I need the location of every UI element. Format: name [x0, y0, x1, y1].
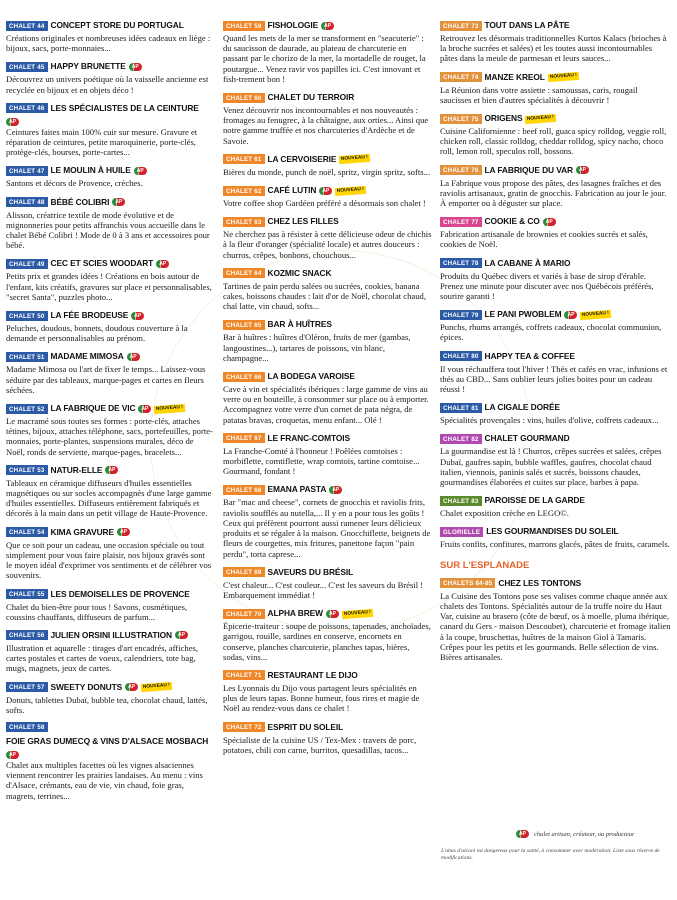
entry-head	[6, 464, 213, 477]
ap-logo-icon: AP	[326, 610, 339, 618]
entry-head	[6, 196, 213, 209]
chalet-title: BAR À HUÎTRES	[267, 319, 332, 330]
chalet-description: Les Lyonnais du Dijo vous partagent leurs spécialités en plus de leurs tapas. Bonne humeur, fous rires et magie de Noël au rendez-vous dans ce chalet !	[223, 682, 420, 714]
ap-logo-icon: AP	[112, 198, 125, 206]
chalet-title: NATUR-ELLE	[50, 464, 103, 475]
chalet-entry	[6, 196, 213, 251]
chalet-badge: CHALET 72	[223, 722, 265, 732]
chalet-description: Cave à vin et spécialités ibériques : large gamme de vins au verre ou en bouteille, à consommer sur place ou à emporter. Accompagnez votre verre d'un cornet de pata négra, de patatas bravas, croquetas, menu enfant... Olé !	[223, 384, 429, 425]
chalet-title: LA FABRIQUE DU VAR	[484, 164, 573, 175]
chalet-description: Bar à huîtres : huîtres d'Oléron, fruits de mer (gambas, langoustines...), tartares de poissons, vin blanc, champagne...	[223, 332, 411, 363]
chalet-description: Peluches, doudous, bonnets, doudous couverture à la demande et personnalisables au prénom.	[6, 323, 188, 344]
nouveau-tag: NOUVEAU !	[154, 403, 185, 413]
chalet-entry	[6, 350, 213, 395]
chalet-badge: CHALET 82	[440, 434, 482, 444]
chalet-entry	[6, 526, 213, 581]
chalet-title: MADAME MIMOSA	[50, 351, 124, 362]
chalet-description: Produits du Québec divers et variés à base de sirop d'érable. Prenez une minute pour discuter avec nos Québécois préférés, sourire garanti !	[440, 270, 654, 302]
chalet-description: Découvrez un univers poétique où la vaisselle ancienne est recyclée en bijoux et en objets déco !	[6, 74, 209, 95]
entry-head	[6, 60, 213, 73]
chalet-badge: CHALET 80	[440, 351, 482, 361]
entry-head	[223, 184, 432, 197]
entry-head	[440, 19, 671, 32]
chalet-entry	[223, 370, 432, 425]
chalet-description: Ne cherchez pas à résister à cette délicieuse odeur de chichis à la fleur d'oranger (spécialité locale) et autres douceurs : churros, crêpes, bonbons, chouchous...	[223, 229, 432, 260]
chalet-entry	[6, 60, 213, 94]
chalet-entry	[223, 91, 432, 146]
chalet-entry	[440, 350, 671, 395]
chalet-entry	[223, 19, 432, 84]
chalet-entry	[223, 184, 432, 208]
chalet-badge: CHALET 65	[223, 320, 265, 330]
entry-head	[6, 402, 213, 415]
chalet-badge: CHALET 77	[440, 217, 482, 227]
entry-head	[440, 308, 671, 321]
chalet-entry	[6, 19, 213, 53]
entry-head	[223, 19, 432, 32]
entry-head	[223, 91, 432, 104]
chalet-badge: CHALET 78	[440, 258, 482, 268]
ap-logo-icon: AP	[134, 167, 147, 175]
entry-head	[6, 588, 213, 601]
column-3	[440, 19, 671, 669]
entry-head	[440, 215, 671, 228]
chalet-entry	[440, 215, 671, 249]
chalet-entry	[223, 432, 432, 477]
chalet-entry	[440, 71, 671, 105]
chalet-description: Petits prix et grandes idées ! Créations en bois autour de l'enfant, kits créatifs, gravures sur place et personnalisables, "secret Santa", puzzles photo...	[6, 271, 212, 302]
nouveau-tag: NOUVEAU !	[141, 682, 172, 692]
chalet-entry	[440, 164, 671, 209]
chalet-entry	[223, 607, 432, 662]
chalet-badge: CHALET 69	[223, 567, 265, 577]
chalet-description: C'est chaleur... C'est couleur... C'est les saveurs du Brésil ! Embarquement immédiat !	[223, 579, 424, 600]
chalet-entry	[440, 494, 671, 518]
entry-head	[6, 629, 213, 642]
entry-head	[6, 526, 213, 539]
chalet-badge: CHALET 47	[6, 166, 48, 176]
chalet-entry	[6, 464, 213, 519]
entry-head	[223, 432, 432, 445]
chalet-description: Spécialiste de la cuisine US / Tex-Mex : travers de porc, potatoes, chili con carne, burritos, quesadillas, tacos...	[223, 734, 417, 755]
chalet-description: Créations originales et nombreuses idées cadeaux en liège : bijoux, sacs, porte-monnaies...	[6, 33, 211, 54]
chalet-badge: CHALET 83	[440, 496, 482, 506]
chalet-description: Il vous réchauffera tout l'hiver ! Thés et cafés en vrac, infusions et thés au CBD... Sans oublier leurs jolies boites pour un cadeau réussi !	[440, 363, 668, 395]
esplanade-entry	[440, 577, 671, 662]
ap-logo-icon: AP	[576, 166, 589, 174]
ap-logo-icon: AP	[543, 218, 556, 226]
chalet-badge: CHALET 75	[440, 114, 482, 124]
chalet-badge: CHALET 61	[223, 154, 265, 164]
chalet-title: LA CIGALE DORÉE	[484, 402, 560, 413]
nouveau-tag: NOUVEAU !	[335, 185, 366, 195]
chalet-title: MANZE KREOL	[484, 71, 545, 82]
chalet-entry	[223, 669, 432, 714]
chalet-description: Chalet du bien-être pour tous ! Savons, cosmétiques, coussins chauffants, diffuseurs de parfum...	[6, 601, 188, 622]
chalet-title: COOKIE & CO	[484, 216, 540, 227]
chalet-entry	[223, 721, 432, 755]
chalet-entry	[223, 153, 432, 177]
chalet-description: Madame Mimosa ou l'art de fixer le temps... Laissez-vous séduire par des tableaux, marque-pages et cartes en fleurs séchées.	[6, 364, 206, 395]
chalet-badge: CHALET 56	[6, 630, 48, 640]
chalet-description: Bar "mac and cheese", cornets de gnocchis et raviolis frits, raviolis soufflés au nutella,... Il y en a pour tous les goûts ! Ceux qui préfèrent pourront aussi ramener leurs délicieux produits et se régaler à la maison. Gnocchiflette, beignets de fleurs de courgettes, mix fritures, panettone façon "pain perdu", torta caprese...	[223, 497, 431, 559]
chalet-entry	[440, 525, 671, 549]
chalet-description: Quand les mets de la mer se transforment en "seacuterie" : du saucisson de daurade, au plateau de charcuterie en passant par le chorizo de la mer, la mortadelle de rouget, la poutargue... Venez ravir vos papilles ici. C'est innovant et fish-trement bon !	[223, 33, 426, 84]
column-3-list	[440, 19, 671, 550]
chalet-title: CONCEPT STORE DU PORTUGAL	[50, 20, 184, 30]
chalet-description: Le macramé sous toutes ses formes : porte-clés, attaches tétines, bijoux, attaches téléphone, sacs, portefeuilles, porte-monnaies, porte-plantes, suspensions murales, déco de Noël, ronds de serviette, marque-pages, bracelets...	[6, 416, 213, 457]
ap-logo-icon: AP	[127, 353, 140, 361]
chalet-title: KIMA GRAVURE	[50, 526, 114, 537]
chalet-description: La Réunion dans votre assiette : samoussas, caris, rougail saucisses et bien d'autres spécialités à découvrir !	[440, 84, 638, 105]
chalet-title: LA CERVOISERIE	[267, 153, 337, 164]
ap-logo-icon: AP	[321, 22, 334, 30]
chalet-description: Donuts, tablettes Dubaï, bubble tea, chocolat chaud, lattés, softs.	[6, 694, 208, 715]
chalet-description: Tartines de pain perdu salées ou sucrées, cookies, banana cakes, boissons chaudes : lait d'or de Noël, chocolat chaud, chaï latte, vin chaud, softs...	[223, 280, 426, 312]
chalet-description: Chalet aux multiples facettes où les vignes alsaciennes viennent rencontrer les prairies landaises. Au menu : vins d'Alsace, crémants, eau de vie, vin chaud, foie gras, magrets, terrines...	[6, 759, 203, 801]
entry-head	[440, 164, 671, 177]
chalet-badge: CHALET 52	[6, 404, 48, 414]
chalet-title: HAPPY TEA & COFFEE	[484, 350, 575, 361]
chalet-description: La Franche-Comté à l'honneur ! Poêlées comtoises : morbiflette, comtiflette, wrap comtois, tartine comtoise... Gourmand, fondant !	[223, 445, 420, 477]
chalet-title: CHEZ LES TONTONS	[498, 577, 582, 588]
entry-head	[223, 215, 432, 228]
chalet-title: FOIE GRAS DUMECQ & VINS D'ALSACE MOSBACH	[6, 735, 209, 746]
chalet-description: Fruits confits, confitures, marrons glacés, pâtes de fruits, caramels.	[440, 539, 670, 550]
esplanade-heading: SUR L'ESPLANADE	[440, 559, 530, 571]
entry-head	[6, 19, 213, 32]
chalet-badge: CHALET 81	[440, 403, 482, 413]
chalet-badge: CHALET 44	[6, 21, 48, 31]
chalet-badge: CHALET 54	[6, 527, 48, 537]
chalet-title: LES SPÉCIALISTES DE LA CEINTURE	[50, 102, 199, 113]
chalet-description: Punchs, rhums arrangés, coffrets cadeaux, chocolat communion, épices.	[440, 322, 662, 343]
entry-head	[440, 432, 671, 445]
chalet-entry	[6, 164, 213, 188]
entry-head	[223, 607, 432, 620]
chalet-badge: GLORIELLE	[440, 527, 483, 537]
entry-head	[223, 721, 432, 734]
ap-logo-icon: AP	[564, 311, 577, 319]
chalet-entry	[6, 402, 213, 457]
legend	[516, 830, 635, 838]
chalet-badge: CHALET 58	[6, 722, 48, 732]
chalet-description: Cuisine Californienne : beef roll, guaca spicy rolldog, veggie roll, chicken roll, classic rolldog, cheddar rolldog, spicy nacho, choco roll, lemon roll, speculos roll, bossons.	[440, 126, 667, 157]
ap-logo-icon: AP	[105, 466, 118, 474]
entry-head	[440, 577, 671, 590]
chalet-badge: CHALET 74	[440, 72, 482, 82]
entry-head	[223, 267, 432, 280]
chalet-entry	[6, 681, 213, 715]
chalet-badge: CHALET 68	[223, 485, 265, 495]
entry-head	[223, 153, 432, 166]
entry-head	[6, 722, 213, 759]
entry-head	[223, 566, 432, 579]
footnote: L'abus d'alcool est dangereux pour la santé, à consommer avec modération. Liste sous réserve de modifications.	[441, 848, 660, 861]
chalet-entry	[440, 432, 671, 487]
entry-head	[223, 483, 432, 496]
chalet-entry	[440, 308, 671, 342]
chalet-description: Épicerie-traiteur : soupe de poissons, tapenades, anchoïades, garrigou, rouille, sardines en conserve, encornets en conserve, planches charcuterie, planches tapas, bières, sodas, vins...	[223, 621, 431, 662]
entry-head	[440, 257, 671, 270]
entry-head	[440, 112, 671, 125]
entry-head	[440, 525, 671, 538]
chalet-title: TOUT DANS LA PÂTE	[484, 20, 570, 30]
chalet-entry	[440, 401, 671, 425]
entry-head	[440, 71, 671, 84]
chalet-title: FISHOLOGIE	[267, 20, 319, 30]
chalet-entry	[6, 588, 213, 622]
ap-logo-icon: AP	[6, 118, 19, 126]
chalet-badge: CHALET 76	[440, 165, 482, 175]
entry-head	[223, 370, 432, 383]
chalet-title: HAPPY BRUNETTE	[50, 61, 126, 72]
chalet-title: JULIEN ORSINI ILLUSTRATION	[50, 629, 172, 640]
chalet-badge: CHALET 70	[223, 609, 265, 619]
chalet-description: Chalet exposition crèche en LEGO©.	[440, 508, 569, 519]
chalet-badge: CHALET 46	[6, 103, 48, 113]
entry-head	[6, 257, 213, 270]
chalet-badge: CHALETS 84-85	[440, 578, 495, 588]
chalet-title: CHALET DU TERROIR	[267, 92, 355, 103]
chalet-title: CAFÉ LUTIN	[267, 185, 317, 196]
entry-head	[223, 669, 432, 682]
entry-head	[440, 350, 671, 363]
chalet-description: La Fabrique vous propose des pâtes, des lasagnes fraîches et des raviolis artisanaux, gratin de gnocchis. Fabrication au jour le jour. À emporter ou à déguster sur place.	[440, 177, 667, 209]
chalet-badge: CHALET 73	[440, 21, 482, 31]
chalet-description: La Cuisine des Tontons pose ses valises comme chaque année aux chalets des Tontons. Spécialités autour de la truffe noire du Haut Var, cuisine au brasero (côte de bœuf, os à moelle, pluma ibérique, canard du Gers - maison Descoubet), charcuterie et fromage italien à la coupe, bruschettas, huîtres de la maison Giol à Tamaris. Crêpes pour les petits et les gourmands. Belle sélection de vins. Bières artisanales.	[440, 590, 671, 662]
chalet-badge: CHALET 64	[223, 268, 265, 278]
chalet-badge: CHALET 60	[223, 93, 265, 103]
chalet-badge: CHALET 79	[440, 310, 482, 320]
chalet-badge: CHALET 67	[223, 433, 265, 443]
chalet-badge: CHALET 66	[223, 372, 265, 382]
chalet-title: LA BODEGA VAROISE	[267, 371, 355, 382]
chalet-title: LE PANI PWOBLEM	[484, 309, 562, 320]
chalet-entry	[440, 257, 671, 302]
chalet-entry	[6, 722, 213, 801]
chalet-title: LA FÉE BRODEUSE	[50, 310, 129, 321]
chalet-entry	[6, 629, 213, 674]
chalet-title: LES GOURMANDISES DU SOLEIL	[486, 526, 619, 537]
ap-logo-icon: AP	[6, 751, 19, 759]
ap-logo-icon: AP	[131, 312, 144, 320]
chalet-description: Venez découvrir nos incontournables et nos nouveautés : fromages au fenugrec, à la châtaigne, aux orties... Ainsi que notre gamme truffée et nos charcuteries d'Ardèche et de Savoie.	[223, 105, 429, 146]
chalet-badge: CHALET 71	[223, 670, 265, 680]
chalet-badge: CHALET 53	[6, 465, 48, 475]
ap-logo-icon: AP	[138, 405, 151, 413]
chalet-entry	[6, 102, 213, 158]
entry-head	[440, 401, 671, 414]
chalet-badge: CHALET 45	[6, 62, 48, 72]
ap-logo-icon: AP	[175, 631, 188, 639]
chalet-title: SAVEURS DU BRÉSIL	[267, 566, 354, 577]
chalet-title: CHALET GOURMAND	[484, 433, 570, 444]
chalet-entry	[440, 19, 671, 64]
chalet-badge: CHALET 62	[223, 186, 265, 196]
ap-logo-icon: AP	[516, 830, 529, 838]
column-1	[6, 19, 213, 808]
chalet-badge: CHALET 50	[6, 311, 48, 321]
chalet-title: RESTAURANT LE DIJO	[267, 669, 358, 680]
ap-logo-icon: AP	[125, 683, 138, 691]
chalet-title: LE MOULIN À HUILE	[50, 165, 131, 176]
chalet-title: ESPRIT DU SOLEIL	[267, 721, 344, 732]
chalet-title: CEC ET SCIES WOODART	[50, 258, 154, 269]
chalet-title: BÉBÉ COLIBRI	[50, 196, 110, 207]
entry-head	[6, 681, 213, 694]
chalet-badge: CHALET 51	[6, 352, 48, 362]
chalet-entry	[223, 215, 432, 260]
nouveau-tag: NOUVEAU !	[525, 113, 556, 123]
chalet-entry	[6, 309, 213, 343]
chalet-description: Spécialités provençales : vins, huiles d'olive, coffrets cadeaux...	[440, 415, 659, 426]
column-2	[223, 19, 432, 762]
chalet-title: LE FRANC-COMTOIS	[267, 432, 350, 443]
chalet-title: ALPHA BREW	[267, 608, 323, 619]
chalet-badge: CHALET 48	[6, 197, 48, 207]
entry-head	[440, 494, 671, 507]
chalet-entry	[223, 267, 432, 312]
nouveau-tag: NOUVEAU !	[339, 154, 370, 164]
chalet-entry	[440, 112, 671, 157]
chalet-badge: CHALET 57	[6, 682, 48, 692]
chalet-entry	[223, 566, 432, 600]
chalet-badge: CHALET 59	[223, 21, 265, 31]
legend-text: chalet artisan, créateur, ou producteur	[534, 830, 635, 838]
chalet-title: ORIGENS	[484, 113, 523, 124]
chalet-badge: CHALET 55	[6, 589, 48, 599]
entry-head	[6, 164, 213, 177]
entry-head	[6, 350, 213, 363]
chalet-description: La gourmandise est là ! Churros, crêpes sucrées et salées, crêpes Dubaï, gaufres sapin, bubble waffles, gaufres, chocolat chaud italien, viennois, paninis salés et sucrés, boissons chaudes, gourmandises élaborées et cuites sur place, barbes à papa.	[440, 446, 662, 488]
chalet-title: LA FABRIQUE DE VIC	[50, 403, 136, 414]
chalet-description: Santons et décors de Provence, crèches.	[6, 178, 143, 189]
chalet-description: Que ce soit pour un cadeau, une occasion spéciale ou tout simplement pour vous faire plaisir, nos bijoux gravés sont le moyen idéal d'exprimer vos sentiments et de célébrer vos souvenirs.	[6, 539, 212, 581]
nouveau-tag: NOUVEAU !	[580, 310, 611, 320]
entry-head	[6, 102, 213, 126]
ap-logo-icon: AP	[329, 486, 342, 494]
chalet-title: KOZMIC SNACK	[267, 267, 332, 278]
chalet-description: Tableaux en céramique diffuseurs d'huiles essentielles magnétiques ou sur socles accompagnés d'une large gamme d'huiles essentielles. Diffuseurs entièrement fabriqués et décorés à la main dans un petit village de Haute-Provence.	[6, 477, 212, 519]
entry-head	[6, 309, 213, 322]
chalet-description: Illustration et aquarelle : tirages d'art encadrés, affiches, cartes postales et cartes de voeux, calendriers, tote bag, mugs, magnets, jeux de cartes.	[6, 642, 199, 674]
chalet-description: Votre coffee shop Gardéen préféré a désormais son chalet !	[223, 198, 426, 209]
chalet-entry	[6, 257, 213, 302]
chalet-title: LES DEMOISELLES DE PROVENCE	[50, 588, 190, 599]
nouveau-tag: NOUVEAU !	[548, 72, 579, 82]
nouveau-tag: NOUVEAU !	[342, 609, 373, 619]
chalet-description: Bières du monde, punch de noël, spritz, virgin spritz, softs...	[223, 166, 431, 177]
chalet-title: SWEETY DONUTS	[50, 681, 123, 692]
chalet-entry	[223, 318, 432, 363]
ap-logo-icon: AP	[129, 63, 142, 71]
chalet-description: Alisson, créatrice textile de mode évolutive et de mignonneries pour petits affranchis vous accueille dans le chalet Bébé Colibri ! Mode de 0 à 3 ans et accessoires pour bébé.	[6, 209, 210, 251]
ap-logo-icon: AP	[319, 187, 332, 195]
ap-logo-icon: AP	[156, 260, 169, 268]
chalet-description: Ceintures faites main 100% cuir sur mesure. Gravure et réparation de ceintures, petite maroquinerie, porte-clés, protège-clés, bourses, porte-cartes...	[6, 126, 198, 158]
chalet-title: CHEZ LES FILLES	[267, 216, 339, 227]
chalet-entry	[223, 483, 432, 558]
ap-logo-icon: AP	[117, 528, 130, 536]
chalet-title: PAROISSE DE LA GARDE	[484, 495, 585, 506]
chalet-description: Fabrication artisanale de brownies et cookies sucrés et salés, cookies de Noël.	[440, 229, 648, 250]
chalet-badge: CHALET 49	[6, 259, 48, 269]
chalet-description: Retrouvez les désormais traditionnelles Kurtos Kalacs (brioches à la broche sucrées et salées) et les toutes aussi incontournables pâtes dans la meule de parmesan et leurs sauces...	[440, 33, 667, 64]
chalet-title: EMANA PASTA	[267, 484, 327, 495]
chalet-title: LA CABANE À MARIO	[484, 257, 571, 268]
chalet-badge: CHALET 63	[223, 217, 265, 227]
entry-head	[223, 318, 432, 331]
